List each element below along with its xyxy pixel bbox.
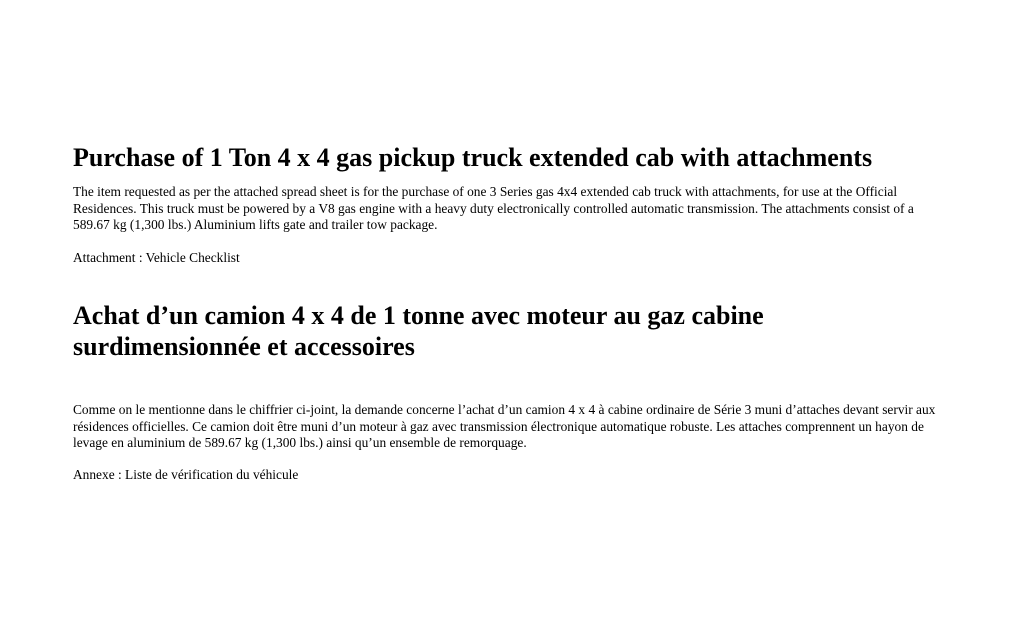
- french-body-paragraph: Comme on le mentionne dans le chiffrier ci-joint, la demande concerne l’achat d’un camion 4 x 4 à cabine ordinaire de Série 3 muni d’attaches devant servir aux résidences officielles. Ce camion doit être muni d’un moteur à gaz avec transmission électronique automatique robuste. Les attaches comprennent un hayon de levage en aluminium de 589.67 kg (1,300 lbs.) ainsi qu’un ensemble de remorquage.: [73, 402, 936, 450]
- english-attachment-line: Attachment : Vehicle Checklist: [73, 250, 240, 265]
- french-heading: Achat d’un camion 4 x 4 de 1 tonne avec moteur au gaz cabine surdimensionnée et accessoires: [73, 301, 764, 361]
- french-attachment-line: Annexe : Liste de vérification du véhicule: [73, 467, 299, 482]
- english-heading: Purchase of 1 Ton 4 x 4 gas pickup truck extended cab with attachments: [73, 143, 873, 172]
- document-page: [73, 0, 953, 622]
- english-body-paragraph: The item requested as per the attached spread sheet is for the purchase of one 3 Series gas 4x4 extended cab truck with attachments, for use at the Official Residences. This truck must be powered by a V8 gas engine with a heavy duty electronically controlled automatic transmission. The attachments consist of a 589.67 kg (1,300 lbs.) Aluminium lifts gate and trailer tow package.: [73, 184, 914, 232]
